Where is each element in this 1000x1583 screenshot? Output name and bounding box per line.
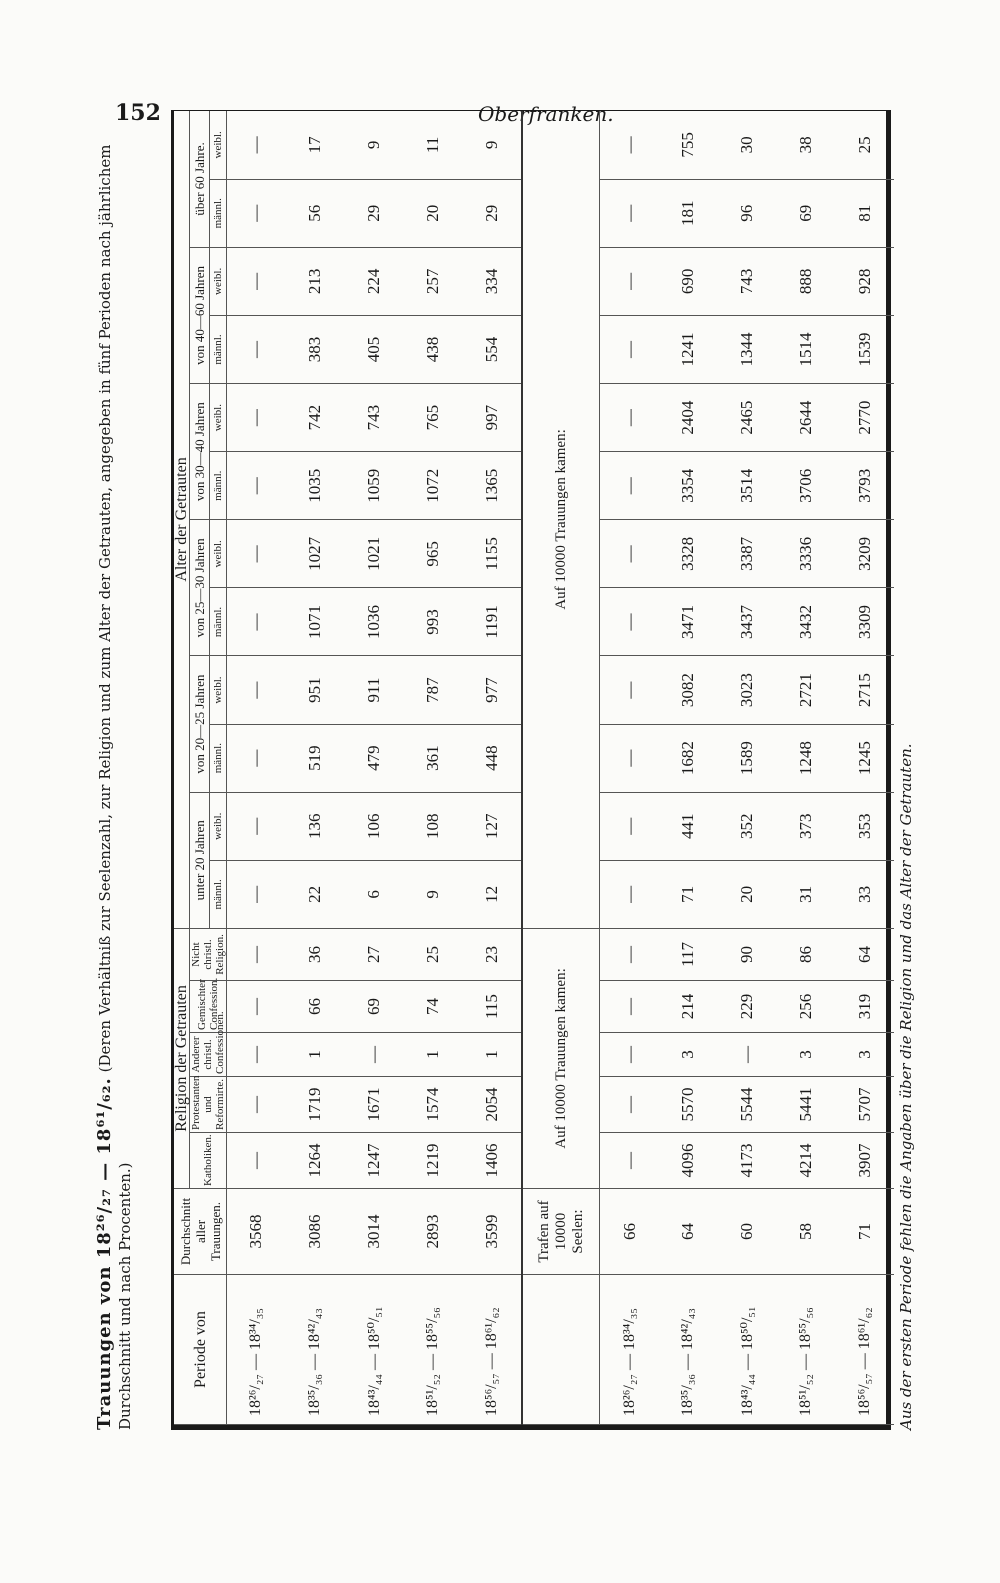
religion-cell: —	[345, 1033, 404, 1077]
religion-cell: —	[600, 981, 659, 1033]
age-male-cell: 6	[345, 860, 404, 928]
age-female-cell: 3336	[777, 520, 836, 588]
religion-cell: 23	[462, 928, 522, 980]
table-row	[227, 111, 286, 1425]
header-religion-protestant: Protestanten und Reformirte.	[190, 1077, 227, 1133]
table-row	[403, 111, 462, 1425]
header-period: Periode von	[174, 1275, 227, 1425]
header-age-30-40: von 30—40 Jahren	[190, 384, 210, 520]
age-female-cell: 38	[777, 111, 836, 179]
religion-cell: —	[600, 1033, 659, 1077]
religion-cell: 1219	[403, 1133, 462, 1189]
age-female-cell: 3387	[718, 520, 777, 588]
age-female-cell: 373	[777, 792, 836, 860]
age-female-cell: —	[600, 247, 659, 315]
religion-cell: 86	[777, 928, 836, 980]
age-female-cell: —	[227, 656, 286, 724]
age-female-cell: —	[227, 111, 286, 179]
religion-cell: 1574	[403, 1077, 462, 1133]
religion-cell: 74	[403, 981, 462, 1033]
religion-cell: 1264	[286, 1133, 345, 1189]
header-average: Durchschnitt aller Trauungen.	[174, 1189, 227, 1275]
table-row	[835, 111, 894, 1425]
age-male-cell: 1072	[403, 452, 462, 520]
age-female-cell: —	[600, 792, 659, 860]
age-male-cell: 71	[659, 860, 718, 928]
age-female-cell: 3082	[659, 656, 718, 724]
age-male-cell: 1241	[659, 315, 718, 383]
age-female-cell: 224	[345, 247, 404, 315]
table-row	[718, 111, 777, 1425]
age-male-cell: 1035	[286, 452, 345, 520]
age-female-cell: 743	[718, 247, 777, 315]
age-male-cell: 31	[777, 860, 836, 928]
average-cell: 3014	[345, 1189, 404, 1275]
religion-cell: 256	[777, 981, 836, 1033]
header-religion-catholic: Katholiken.	[190, 1133, 227, 1189]
age-female-cell: 9	[462, 111, 522, 179]
age-female-cell: —	[600, 656, 659, 724]
religion-cell: —	[600, 1077, 659, 1133]
age-female-cell: —	[600, 384, 659, 452]
average-cell: 3568	[227, 1189, 286, 1275]
religion-cell: 5707	[835, 1077, 894, 1133]
marriage-statistics-table	[174, 111, 894, 1425]
age-male-cell: 29	[462, 179, 522, 247]
age-male-cell: —	[600, 315, 659, 383]
age-male-cell: 20	[718, 860, 777, 928]
age-female-cell: 888	[777, 247, 836, 315]
relative-values-body	[600, 111, 894, 1425]
period-cell: 18⁴³/₄₄ — 18⁵⁰/₅₁	[718, 1275, 777, 1425]
section-average-label: Trafen auf 10000 Seelen:	[522, 1189, 599, 1275]
age-male-cell: —	[600, 452, 659, 520]
religion-cell: 1	[403, 1033, 462, 1077]
religion-cell: 229	[718, 981, 777, 1033]
religion-cell: 69	[345, 981, 404, 1033]
age-male-cell: —	[600, 860, 659, 928]
absolute-values-body	[227, 111, 523, 1425]
section-empty-cell	[522, 1275, 599, 1425]
age-male-cell: 3706	[777, 452, 836, 520]
title-subtitle: (Deren Verhältniß zur Seelenzahl, zur Religion und zum Alter der Getrauten, angegeben in fünf Perioden nach jährlichem Durchschnitt und nach Procenten.)	[96, 144, 134, 1430]
header-age-over-60: über 60 Jahre.	[190, 111, 210, 247]
section-age-label: Auf 10000 Trauungen kamen:	[522, 111, 599, 928]
religion-cell: —	[600, 928, 659, 980]
table-row	[600, 111, 659, 1425]
age-male-cell: 9	[403, 860, 462, 928]
religion-cell: 1719	[286, 1077, 345, 1133]
age-male-cell: 1248	[777, 724, 836, 792]
religion-cell: 5570	[659, 1077, 718, 1133]
table-frame	[171, 110, 891, 1430]
age-female-cell: 17	[286, 111, 345, 179]
header-female: weibl.	[210, 247, 227, 315]
header-male: männl.	[210, 452, 227, 520]
header-male: männl.	[210, 179, 227, 247]
header-male: männl.	[210, 588, 227, 656]
age-male-cell: 69	[777, 179, 836, 247]
period-cell: 18⁵¹/₅₂ — 18⁵⁵/₅₆	[403, 1275, 462, 1425]
age-female-cell: 441	[659, 792, 718, 860]
age-male-cell: —	[227, 860, 286, 928]
header-religion-mixed: Gemischter Confession.	[190, 981, 227, 1033]
age-female-cell: 2404	[659, 384, 718, 452]
age-female-cell: 3328	[659, 520, 718, 588]
header-male: männl.	[210, 315, 227, 383]
religion-cell: 1	[286, 1033, 345, 1077]
age-male-cell: 1059	[345, 452, 404, 520]
age-female-cell: —	[227, 247, 286, 315]
age-female-cell: 108	[403, 792, 462, 860]
religion-cell: 64	[835, 928, 894, 980]
header-male: männl.	[210, 724, 227, 792]
header-female: weibl.	[210, 792, 227, 860]
age-male-cell: —	[227, 315, 286, 383]
section-row	[522, 111, 599, 1425]
age-male-cell: 1344	[718, 315, 777, 383]
age-male-cell: 3309	[835, 588, 894, 656]
header-religion-other-christian: Anderer christl. Confessionen.	[190, 1033, 227, 1077]
header-female: weibl.	[210, 656, 227, 724]
age-male-cell: 3471	[659, 588, 718, 656]
age-male-cell: 22	[286, 860, 345, 928]
page-number: 152	[115, 100, 161, 126]
age-female-cell: 1155	[462, 520, 522, 588]
table-row	[462, 111, 522, 1425]
age-male-cell: —	[600, 588, 659, 656]
age-male-cell: 1365	[462, 452, 522, 520]
age-male-cell: 3354	[659, 452, 718, 520]
header-age-40-60: von 40—60 Jahren	[190, 247, 210, 383]
header-age-25-30: von 25—30 Jahren	[190, 520, 210, 656]
age-female-cell: 106	[345, 792, 404, 860]
age-female-cell: 257	[403, 247, 462, 315]
age-male-cell: 81	[835, 179, 894, 247]
age-female-cell: 9	[345, 111, 404, 179]
religion-cell: 27	[345, 928, 404, 980]
period-cell: 18⁵⁶/₅₇ — 18⁶¹/₆₂	[462, 1275, 522, 1425]
age-male-cell: 448	[462, 724, 522, 792]
table-row	[659, 111, 718, 1425]
religion-cell: 117	[659, 928, 718, 980]
age-female-cell: 127	[462, 792, 522, 860]
age-male-cell: 56	[286, 179, 345, 247]
age-female-cell: 2770	[835, 384, 894, 452]
period-cell: 18⁵⁶/₅₇ — 18⁶¹/₆₂	[835, 1275, 894, 1425]
age-female-cell: 11	[403, 111, 462, 179]
header-age-group: Alter der Getrauten	[174, 111, 190, 928]
age-female-cell: 928	[835, 247, 894, 315]
religion-cell: 2054	[462, 1077, 522, 1133]
section-religion-label: Auf 10000 Trauungen kamen:	[522, 928, 599, 1188]
age-female-cell: 743	[345, 384, 404, 452]
religion-cell: 4096	[659, 1133, 718, 1189]
age-female-cell: 30	[718, 111, 777, 179]
religion-cell: —	[227, 1033, 286, 1077]
age-female-cell: 136	[286, 792, 345, 860]
age-female-cell: 353	[835, 792, 894, 860]
age-male-cell: 3514	[718, 452, 777, 520]
rotated-table-block	[94, 100, 915, 1430]
age-female-cell: 2644	[777, 384, 836, 452]
age-female-cell: 213	[286, 247, 345, 315]
header-male: männl.	[210, 860, 227, 928]
age-male-cell: 12	[462, 860, 522, 928]
age-female-cell: —	[227, 520, 286, 588]
period-cell: 18²⁶/₂₇ — 18³⁴/₃₅	[227, 1275, 286, 1425]
age-male-cell: 3793	[835, 452, 894, 520]
age-male-cell: —	[227, 452, 286, 520]
religion-cell: 115	[462, 981, 522, 1033]
religion-cell: 1247	[345, 1133, 404, 1189]
religion-cell: 3	[835, 1033, 894, 1077]
age-female-cell: 2465	[718, 384, 777, 452]
religion-cell: —	[227, 1077, 286, 1133]
header-religion-group: Religion der Getrauten	[174, 928, 190, 1188]
religion-cell: 90	[718, 928, 777, 980]
age-female-cell: 25	[835, 111, 894, 179]
average-cell: 2893	[403, 1189, 462, 1275]
period-cell: 18³⁵/₃₆ — 18⁴²/₄₃	[286, 1275, 345, 1425]
age-female-cell: 1027	[286, 520, 345, 588]
average-cell: 60	[718, 1189, 777, 1275]
header-female: weibl.	[210, 384, 227, 452]
age-male-cell: 993	[403, 588, 462, 656]
age-male-cell: 33	[835, 860, 894, 928]
age-male-cell: —	[227, 179, 286, 247]
header-age-under-20: unter 20 Jahren	[190, 792, 210, 928]
table-row	[777, 111, 836, 1425]
religion-cell: 5441	[777, 1077, 836, 1133]
age-female-cell: 755	[659, 111, 718, 179]
age-male-cell: 20	[403, 179, 462, 247]
age-female-cell: —	[600, 111, 659, 179]
religion-cell: 36	[286, 928, 345, 980]
age-female-cell: 352	[718, 792, 777, 860]
religion-cell: —	[227, 928, 286, 980]
religion-cell: 319	[835, 981, 894, 1033]
religion-cell: —	[600, 1133, 659, 1189]
religion-cell: 3907	[835, 1133, 894, 1189]
age-male-cell: 1036	[345, 588, 404, 656]
period-cell: 18²⁶/₂₇ — 18³⁴/₃₅	[600, 1275, 659, 1425]
age-male-cell: 3432	[777, 588, 836, 656]
religion-cell: 66	[286, 981, 345, 1033]
average-cell: 58	[777, 1189, 836, 1275]
table-title	[95, 110, 175, 1430]
age-male-cell: 96	[718, 179, 777, 247]
age-male-cell: 554	[462, 315, 522, 383]
age-male-cell: 1589	[718, 724, 777, 792]
age-male-cell: 1682	[659, 724, 718, 792]
religion-cell: 1	[462, 1033, 522, 1077]
age-female-cell: —	[227, 792, 286, 860]
age-female-cell: —	[600, 520, 659, 588]
age-male-cell: —	[600, 724, 659, 792]
age-female-cell: 742	[286, 384, 345, 452]
age-female-cell: 2715	[835, 656, 894, 724]
religion-cell: —	[227, 1133, 286, 1189]
age-female-cell: 3023	[718, 656, 777, 724]
religion-cell: 5544	[718, 1077, 777, 1133]
age-male-cell: 405	[345, 315, 404, 383]
average-cell: 71	[835, 1189, 894, 1275]
age-male-cell: 361	[403, 724, 462, 792]
header-female: weibl.	[210, 520, 227, 588]
religion-cell: 25	[403, 928, 462, 980]
header-age-20-25: von 20—25 Jahren	[190, 656, 210, 792]
religion-cell: 3	[659, 1033, 718, 1077]
period-cell: 18⁴³/₄₄ — 18⁵⁰/₅₁	[345, 1275, 404, 1425]
age-female-cell: 951	[286, 656, 345, 724]
age-female-cell: 690	[659, 247, 718, 315]
age-female-cell: 334	[462, 247, 522, 315]
age-male-cell: —	[227, 724, 286, 792]
footnote: Aus der ersten Periode fehlen die Angaben über die Religion und das Alter der Getrauten.	[897, 743, 915, 1430]
religion-cell: —	[227, 981, 286, 1033]
religion-cell: 1406	[462, 1133, 522, 1189]
period-cell: 18³⁵/₃₆ — 18⁴²/₄₃	[659, 1275, 718, 1425]
age-male-cell: 29	[345, 179, 404, 247]
average-cell: 64	[659, 1189, 718, 1275]
age-female-cell: 965	[403, 520, 462, 588]
header-religion-non-christian: Nicht christl. Religion.	[190, 928, 227, 980]
age-female-cell: 2721	[777, 656, 836, 724]
age-male-cell: 1245	[835, 724, 894, 792]
section-divider	[522, 111, 599, 1425]
age-female-cell: 997	[462, 384, 522, 452]
age-female-cell: 3209	[835, 520, 894, 588]
age-male-cell: 181	[659, 179, 718, 247]
age-male-cell: 519	[286, 724, 345, 792]
age-male-cell: —	[227, 588, 286, 656]
religion-cell: 4173	[718, 1133, 777, 1189]
age-male-cell: 438	[403, 315, 462, 383]
age-male-cell: 3437	[718, 588, 777, 656]
religion-cell: 3	[777, 1033, 836, 1077]
religion-cell: —	[718, 1033, 777, 1077]
running-head: Oberfranken.	[478, 102, 614, 126]
age-male-cell: 1514	[777, 315, 836, 383]
religion-cell: 214	[659, 981, 718, 1033]
average-cell: 66	[600, 1189, 659, 1275]
age-female-cell: 787	[403, 656, 462, 724]
average-cell: 3599	[462, 1189, 522, 1275]
age-male-cell: 1539	[835, 315, 894, 383]
age-female-cell: 977	[462, 656, 522, 724]
period-cell: 18⁵¹/₅₂ — 18⁵⁵/₅₆	[777, 1275, 836, 1425]
religion-cell: 1671	[345, 1077, 404, 1133]
title-main: Trauungen von 18²⁶/₂₇ — 18⁶¹/₆₂.	[94, 1077, 115, 1430]
age-female-cell: 765	[403, 384, 462, 452]
table-row	[286, 111, 345, 1425]
age-male-cell: 1191	[462, 588, 522, 656]
table-row	[345, 111, 404, 1425]
age-male-cell: —	[600, 179, 659, 247]
age-female-cell: 911	[345, 656, 404, 724]
age-male-cell: 479	[345, 724, 404, 792]
header-female: weibl.	[210, 111, 227, 179]
age-female-cell: —	[227, 384, 286, 452]
age-female-cell: 1021	[345, 520, 404, 588]
age-male-cell: 383	[286, 315, 345, 383]
religion-cell: 4214	[777, 1133, 836, 1189]
age-male-cell: 1071	[286, 588, 345, 656]
average-cell: 3086	[286, 1189, 345, 1275]
